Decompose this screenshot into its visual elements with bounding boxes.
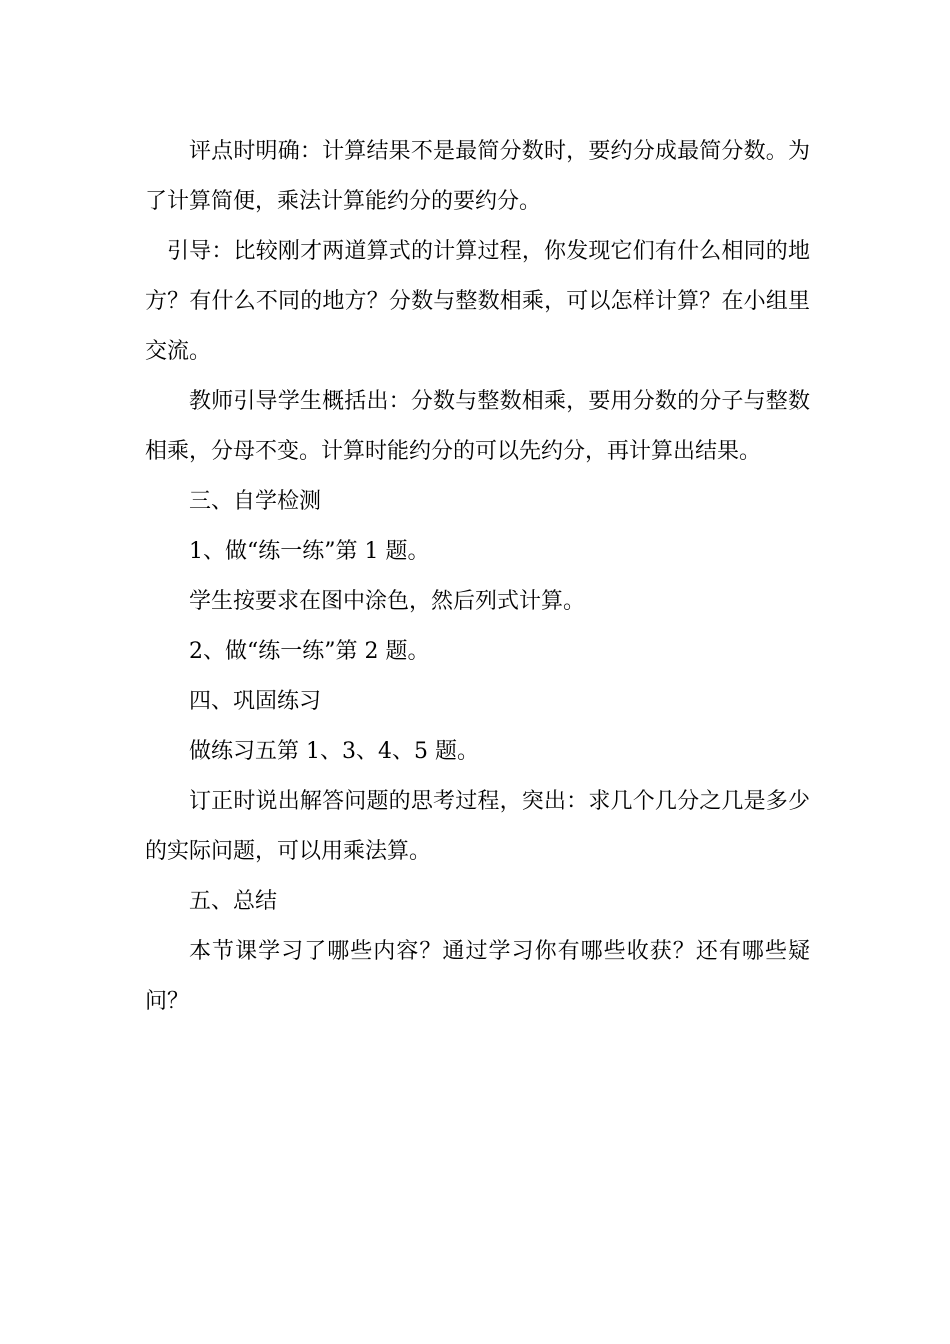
paragraph-coloring-task: 学生按要求在图中涂色，然后列式计算。 — [189, 589, 586, 614]
paragraph-exercise-1: 1、做“练一练”第 1 题。 — [189, 539, 430, 564]
section-heading-summary: 五、总结 — [189, 889, 278, 914]
paragraph-closing-questions: 本节课学习了哪些内容？通过学习你有哪些收获？还有哪些疑问？ — [145, 939, 810, 1014]
paragraph-correction-note: 订正时说出解答问题的思考过程，突出：求几个几分之几是多少的实际问题，可以用乘法算。 — [145, 789, 810, 864]
paragraph-practice-items: 做练习五第 1、3、4、5 题。 — [189, 739, 479, 764]
document-body — [145, 127, 810, 1027]
paragraph-exercise-2: 2、做“练一练”第 2 题。 — [189, 639, 430, 664]
section-heading-self-test: 三、自学检测 — [189, 489, 322, 514]
paragraph-guidance: 引导：比较刚才两道算式的计算过程，你发现它们有什么相同的地方？有什么不同的地方？分数与整数相乘，可以怎样计算？在小组里交流。 — [145, 239, 810, 364]
section-heading-practice: 四、巩固练习 — [189, 689, 322, 714]
paragraph-teacher-summary: 教师引导学生概括出：分数与整数相乘，要用分数的分子与整数相乘，分母不变。计算时能约分的可以先约分，再计算出结果。 — [145, 389, 810, 464]
paragraph-review-note: 评点时明确：计算结果不是最简分数时，要约分成最简分数。为了计算简便，乘法计算能约分的要约分。 — [145, 139, 810, 214]
